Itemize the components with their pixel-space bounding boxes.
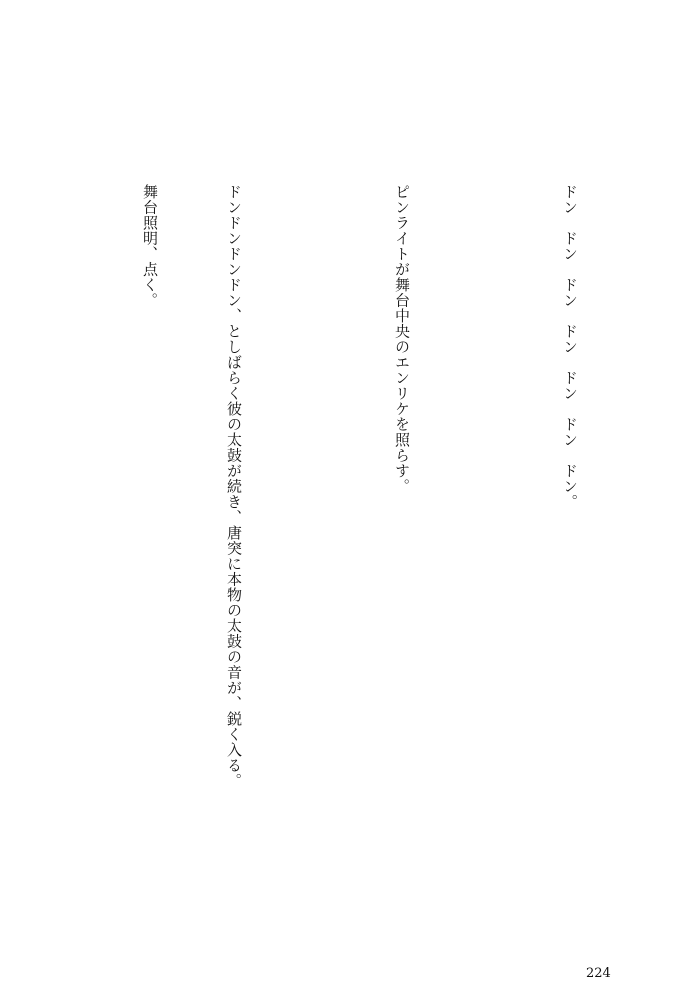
text-line-1: ドン ドン ドン ドン ドン ドン ドン。 (561, 184, 579, 510)
line-gap (52, 184, 80, 784)
text-line-2: ピンライトが舞台中央のエンリケを照らす。 (393, 184, 411, 494)
line-gap (304, 184, 332, 784)
page-number: 224 (586, 966, 611, 981)
line-gap (472, 184, 500, 784)
vertical-text-block (120, 184, 640, 789)
text-line-4: 舞台照明、点く。 (141, 184, 159, 308)
text-line-3: ドンドンドンドン、としばらく彼の太鼓が続き、唐突に本物の太鼓の音が、鋭く入る。 (225, 184, 243, 789)
